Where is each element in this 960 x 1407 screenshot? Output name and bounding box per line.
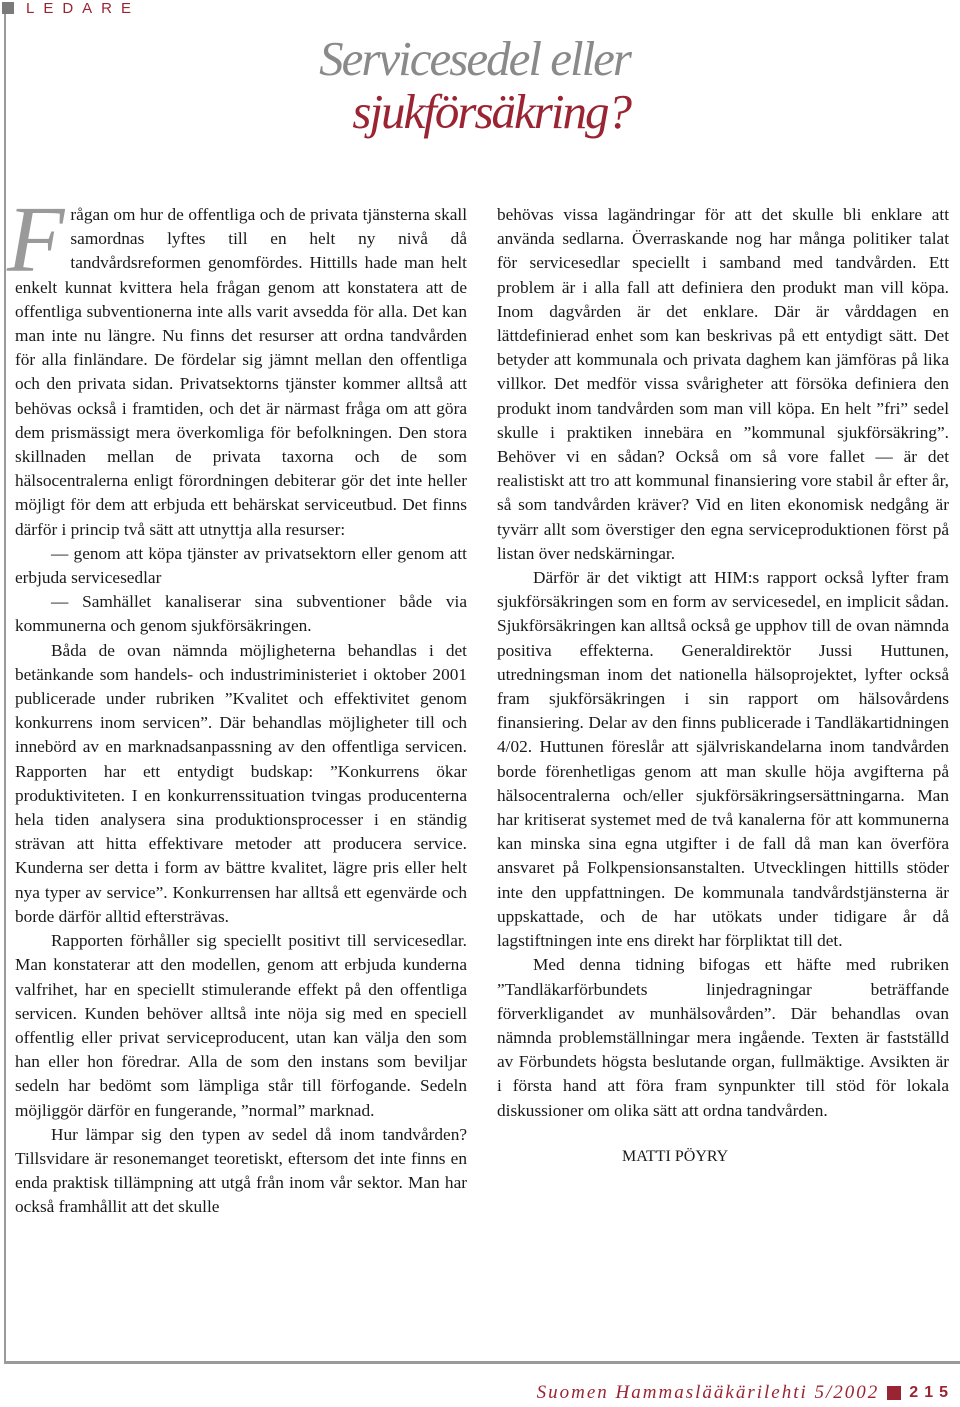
paragraph-text: rågan om hur de offentliga och de privata tjänsterna skall samordnas lyftes till en helt ny nivå då tandvårdsreformen genomfördes. Hittills hade man helt enkelt kunnat kvittera hela frågan genom att konstatera att de offentliga subventionerna inte alls varit avsedda för alla. Det kan man inte nu längre. Nu finns det resurser att ordna tandvården för alla finländare. De fördelar sig jämnt mellan den offentliga och den privata sidan. Privatsektorns tjänster kommer alltså att behövas också i framtiden, och det är närmast fråga om att göra dem prismässigt mera överkomliga för befolkningen. Den stora skillnaden mellan de privata taxorna och de som hälsocentralerna enligt förordningen debiterar gör det inte heller möjligt för dem att erbjuda ett behärskat serviceutbud. Det finns därför i princip två sätt att utnyttja alla resurser: <box>15 205 467 539</box>
paragraph: Hur lämpar sig den typen av sedel då inom tandvården? Tillsvidare är resonemanget teoretiskt, eftersom det inte finns en enda praktisk tillämpning att utgå från inom vår sektor. Man har också framhållit att det skulle <box>15 1124 467 1217</box>
section-square-icon <box>2 2 14 14</box>
journal-name: Suomen Hammaslääkärilehti 5/2002 <box>536 1382 880 1403</box>
article-title <box>200 31 630 140</box>
bottom-border-rule <box>4 1361 960 1364</box>
page-footer <box>537 1382 954 1404</box>
left-border-rule <box>4 14 6 1362</box>
footer-square-icon <box>887 1386 901 1400</box>
section-tag <box>2 0 140 16</box>
section-tag-label: LEDARE <box>26 0 141 17</box>
page-number: 215 <box>909 1384 954 1401</box>
left-column <box>7 188 467 1220</box>
paragraph: Båda de ovan nämnda möjligheterna behandlas i det betänkande som handels- och industriministeriet i oktober 2001 publicerade under rubriken ”Kvalitet och effektivitet genom konkurrens inom servicen”. Där behandlas möjligheter till och innebörd av en marknadsanpassning av den offentliga servicen. Rapporten har ett entydigt budskap: ”Konkurrens ökar produktiviteten. I en konkurrenssituation tvingas producenterna hela tiden analysera sina produktionsprocesser i en ständig strävan att hitta effektivare metoder att producera service. Kunderna ser detta i form av bättre kvalitet, lägre pris eller helt nya typer av service”. Konkurrensen har alltså ett egenvärde och borde därför alltid eftersträvas. <box>15 640 467 926</box>
paragraph: Rapporten förhåller sig speciellt positivt till servicesedlar. Man konstaterar att den modellen, genom att erbjuda kunderna valfrihet, har en speciellt stimulerande effekt på den offentliga servicen. Kunden behöver alltså inte nöja sig med en speciell offentlig eller privat serviceproducent, utan kan välja den som han eller hon föredrar. Alla de som den instans som beviljar sedeln har bedömt som lämpliga står till förfogande. Sedeln möjliggör därför en fungerande, ”normal” marknad. <box>15 931 467 1120</box>
paragraph: behövas vissa lagändringar för att det skulle bli enklare att använda sedlarna. Överraskande nog har många politiker talat för servicesedlar speciellt i samband med tandvården. Ett problem är i alla fall att definiera den produkt man vill köpa. Inom dagvården är det enklare. Där är vårddagen en lättdefinierad enhet som kan beskrivas på ett entydigt sätt. Det betyder att kommunala och privata daghem kan jämföras på lika villkor. Det medför vissa svårigheter att försöka definiera den produkt inom tandvården som man vill köpa. En helt ”fri” sedel skulle i praktiken innebära en ”kommunal sjukförsäkring”. Behöver vi en sådan? Också om så vore fallet — är det realistiskt att tro att kommunal finansiering vore stabil år efter år, så som tandvården kräver? Vid en liten ekonomisk nedgång är tyvärr allt som överstiger den egna serviceproduktionen först på listan över nedskärningar. <box>497 205 949 563</box>
paragraph <box>7 188 467 542</box>
drop-cap: F <box>7 188 65 292</box>
title-line-1: Servicesedel eller <box>319 31 630 86</box>
author-signature: MATTI PÖYRY <box>622 1147 729 1165</box>
paragraph: Med denna tidning bifogas ett häfte med rubriken ”Tandläkarförbundets linjedragningar beträffande förverkligandet av munhälsovården”. Där behandlas ovan nämnda problemställningar mera ingående. Texten är fastställd av Förbundets högsta beslutande organ, fullmäktige. Avsikten är i första hand att föra fram synpunkter till stöd för lokala diskussioner om olika sätt att ordna tandvården. <box>497 955 949 1120</box>
title-line-2: sjukförsäkring? <box>352 84 630 139</box>
right-column <box>497 203 949 1169</box>
bullet-paragraph: — Samhället kanaliserar sina subventioner både via kommunerna och genom sjukförsäkringen. <box>15 592 467 636</box>
bullet-paragraph: — genom att köpa tjänster av privatsektorn eller genom att erbjuda servicesedlar <box>15 543 467 588</box>
paragraph: Därför är det viktigt att HIM:s rapport också lyfter fram sjukförsäkringen som en form av servicesedel, en implicit sådan. Sjukförsäkringen kan alltså också ge upphov till de ovan nämnda positiva effekterna. Generaldirektör Jussi Huttunen, utredningsman inom det nationella hälsoprojektet, lyfter också fram sjukförsäkringen i sin rapport om hälsovårdens finansiering. Delar av den finns publicerade i Tandläkartidningen 4/02. Huttunen föreslår att självriskandelarna inom tandvården borde förenhetligas genom att man skulle höja avgifterna på hälsocentralerna och/eller sjukförsäkringsersättningarna. Man har kritiserat systemet med de två kanalerna för att kommunerna kan minska sina egna utgifter i de fall då man kan överföra ansvaret på Folkpensionsanstalten. Utvecklingen hittills stöder inte den uppfattningen. De kommunala tandvårdstjänsterna är uppskattade, och de har utökats under tidigare år då lagstiftningen inte ens direkt har förpliktat till det. <box>497 568 949 951</box>
